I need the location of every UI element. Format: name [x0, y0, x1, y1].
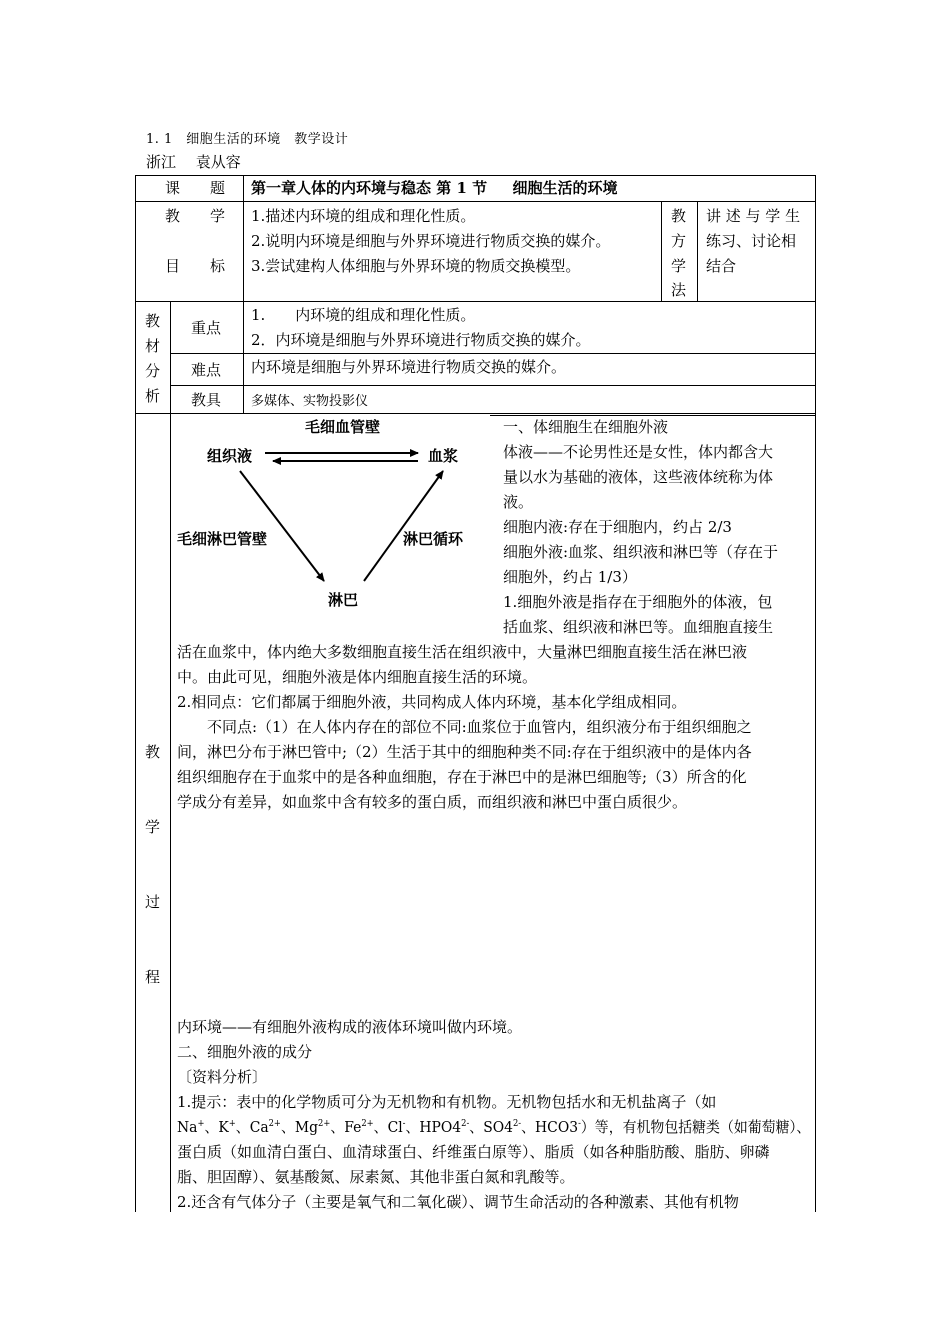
goal-item: 3.尝试建构人体细胞与外界环境的物质交换模型。 [251, 257, 581, 275]
difficulty-label: 难点 [191, 361, 222, 379]
diagram-node-plasma: 血浆 [428, 447, 459, 465]
difficulty-text: 内环境是细胞与外界环境进行物质交换的媒介。 [251, 358, 567, 376]
key-label: 重点 [191, 319, 222, 337]
diagram-node-tissue-fluid: 组织液 [207, 447, 253, 465]
document-title: 1. 1 细胞生活的环境 教学设计 [146, 132, 349, 147]
topic-label: 课 题 [165, 179, 226, 197]
diagram-left-edge-label: 毛细淋巴管壁 [177, 530, 268, 548]
diagram-node-lymph: 淋巴 [328, 591, 359, 609]
tools-label: 教具 [191, 391, 222, 409]
diagram-top-label: 毛细血管壁 [305, 418, 381, 436]
key-point: 2．内环境是细胞与外界环境进行物质交换的媒介。 [251, 331, 591, 349]
goals-label-2: 目 标 [165, 257, 226, 275]
key-point: 1. 内环境的组成和理化性质。 [251, 306, 476, 324]
topic-text: 第一章人体的内环境与稳态 第 1 节 细胞生活的环境 [251, 179, 618, 197]
goal-item: 2.说明内环境是细胞与外界环境进行物质交换的媒介。 [251, 232, 611, 250]
document-author: 浙江 袁从容 [146, 153, 241, 171]
goals-label: 教 学 [165, 207, 226, 225]
arrow-to-lymph [240, 471, 324, 581]
diagram-right-edge-label: 淋巴循环 [403, 530, 464, 548]
body-fluid-diagram [170, 413, 490, 613]
ion-list-line: Na+、K+、$Ca^{2+}$、$Mg^{2+}$、$Fe^{2+}$、Cl-、$HPO4^{2-}$、$SO4^{2-}$、HCO3-）等，有机物包括糖类（如葡萄糖）、 [177, 1118, 811, 1136]
arrow-to-plasma-from-lymph [364, 471, 443, 581]
tools-text: 多媒体、实物投影仪 [251, 394, 369, 409]
goal-item: 1.描述内环境的组成和理化性质。 [251, 207, 476, 225]
